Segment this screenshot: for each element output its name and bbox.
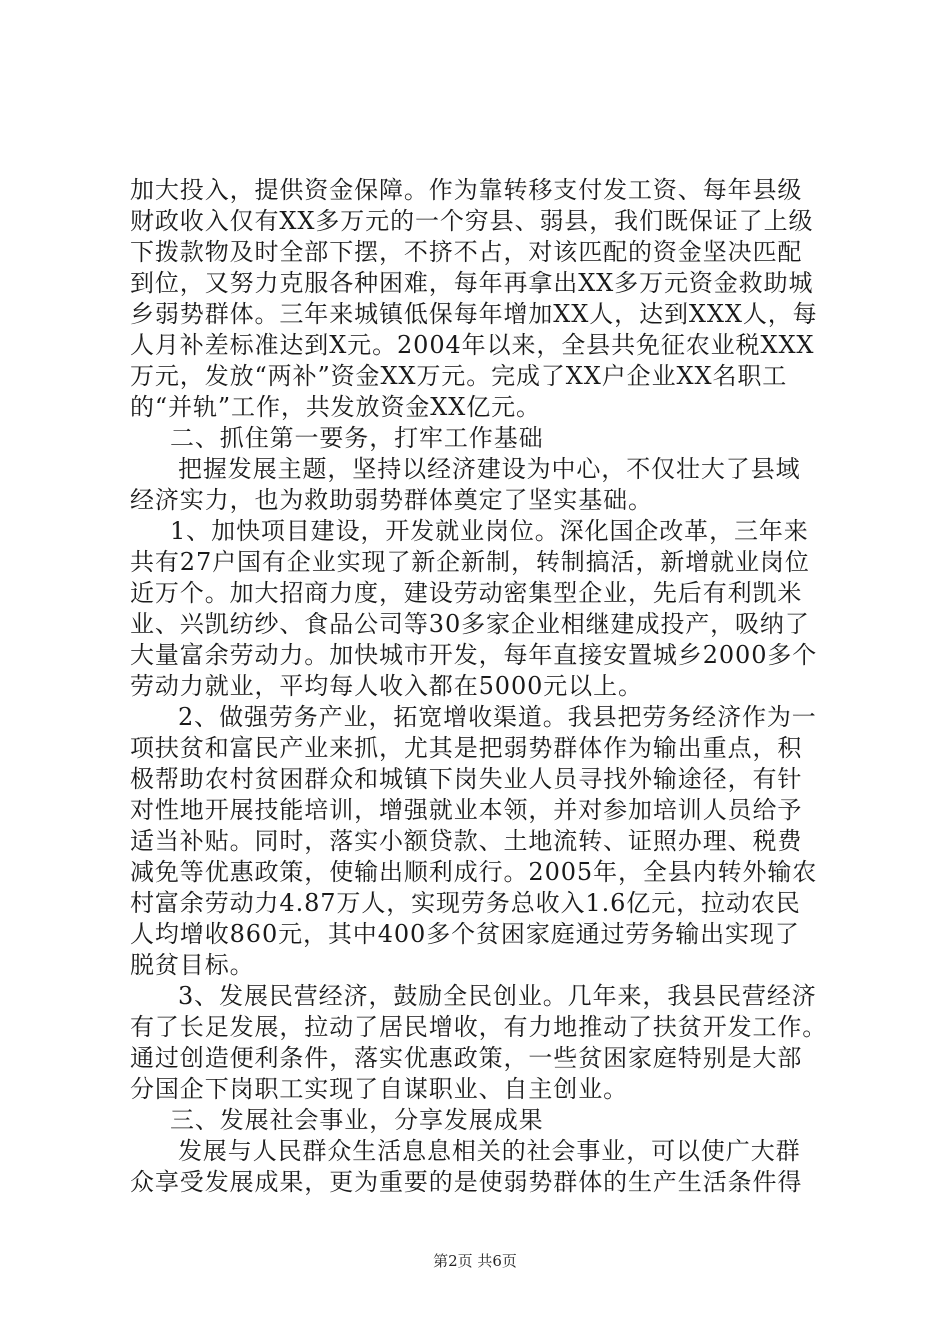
text-line: 下拨款物及时全部下摆，不挤不占，对该匹配的资金坚决匹配	[130, 238, 803, 266]
text-line: 劳动力就业，平均每人收入都在5000元以上。	[130, 672, 643, 700]
text-line: 业、兴凯纺纱、食品公司等30多家企业相继建成投产，吸纳了	[130, 610, 810, 638]
text-line: 减免等优惠政策，使输出顺利成行。2005年，全县内转外输农	[130, 858, 818, 886]
text-line: 村富余劳动力4.87万人，实现劳务总收入1.6亿元，拉动农民	[130, 889, 801, 917]
text-line: 万元，发放“两补”资金XX万元。完成了XX户企业XX名职工	[130, 362, 788, 390]
text-line: 众享受发展成果，更为重要的是使弱势群体的生产生活条件得	[130, 1168, 803, 1196]
text-line: 共有27户国有企业实现了新企新制，转制搞活，新增就业岗位	[130, 548, 810, 576]
section-heading: 三、发展社会事业，分享发展成果	[170, 1106, 544, 1134]
text-line: 发展与人民群众生活息息相关的社会事业，可以使广大群	[178, 1137, 801, 1165]
text-line: 脱贫目标。	[130, 951, 255, 979]
text-line: 人月补差标准达到X元。2004年以来，全县共免征农业税XXX	[130, 331, 815, 359]
text-line: 适当补贴。同时，落实小额贷款、土地流转、证照办理、税费	[130, 827, 803, 855]
text-line: 极帮助农村贫困群众和城镇下岗失业人员寻找外输途径，有针	[130, 765, 803, 793]
text-line: 分国企下岗职工实现了自谋职业、自主创业。	[130, 1075, 628, 1103]
text-line: 财政收入仅有XX多万元的一个穷县、弱县，我们既保证了上级	[130, 207, 814, 235]
text-line: 对性地开展技能培训，增强就业本领，并对参加培训人员给予	[130, 796, 803, 824]
text-line: 1、加快项目建设，开发就业岗位。深化国企改革，三年来	[170, 517, 809, 545]
text-line: 乡弱势群体。三年来城镇低保每年增加XX人，达到XXX人，每	[130, 300, 818, 328]
text-line: 大量富余劳动力。加快城市开发，每年直接安置城乡2000多个	[130, 641, 818, 669]
text-line: 到位，又努力克服各种困难，每年再拿出XX多万元资金救助城	[130, 269, 814, 297]
text-line: 项扶贫和富民产业来抓，尤其是把弱势群体作为输出重点，积	[130, 734, 803, 762]
text-line: 通过创造便利条件，落实优惠政策，一些贫困家庭特别是大部	[130, 1044, 803, 1072]
text-line: 有了长足发展，拉动了居民增收，有力地推动了扶贫开发工作。	[130, 1013, 828, 1041]
section-heading: 二、抓住第一要务，打牢工作基础	[170, 424, 544, 452]
text-line: 加大投入，提供资金保障。作为靠转移支付发工资、每年县级	[130, 176, 803, 204]
page-footer: 第2页 共6页	[433, 1252, 517, 1270]
text-line: 把握发展主题，坚持以经济建设为中心，不仅壮大了县域	[178, 455, 801, 483]
text-line: 近万个。加大招商力度，建设劳动密集型企业，先后有利凯米	[130, 579, 803, 607]
text-line: 的“并轨”工作，共发放资金XX亿元。	[130, 393, 541, 421]
text-line: 3、发展民营经济，鼓励全民创业。几年来，我县民营经济	[178, 982, 817, 1010]
text-line: 2、做强劳务产业，拓宽增收渠道。我县把劳务经济作为一	[178, 703, 817, 731]
text-line: 人均增收860元，其中400多个贫困家庭通过劳务输出实现了	[130, 920, 800, 948]
text-line: 经济实力，也为救助弱势群体奠定了坚实基础。	[130, 486, 653, 514]
